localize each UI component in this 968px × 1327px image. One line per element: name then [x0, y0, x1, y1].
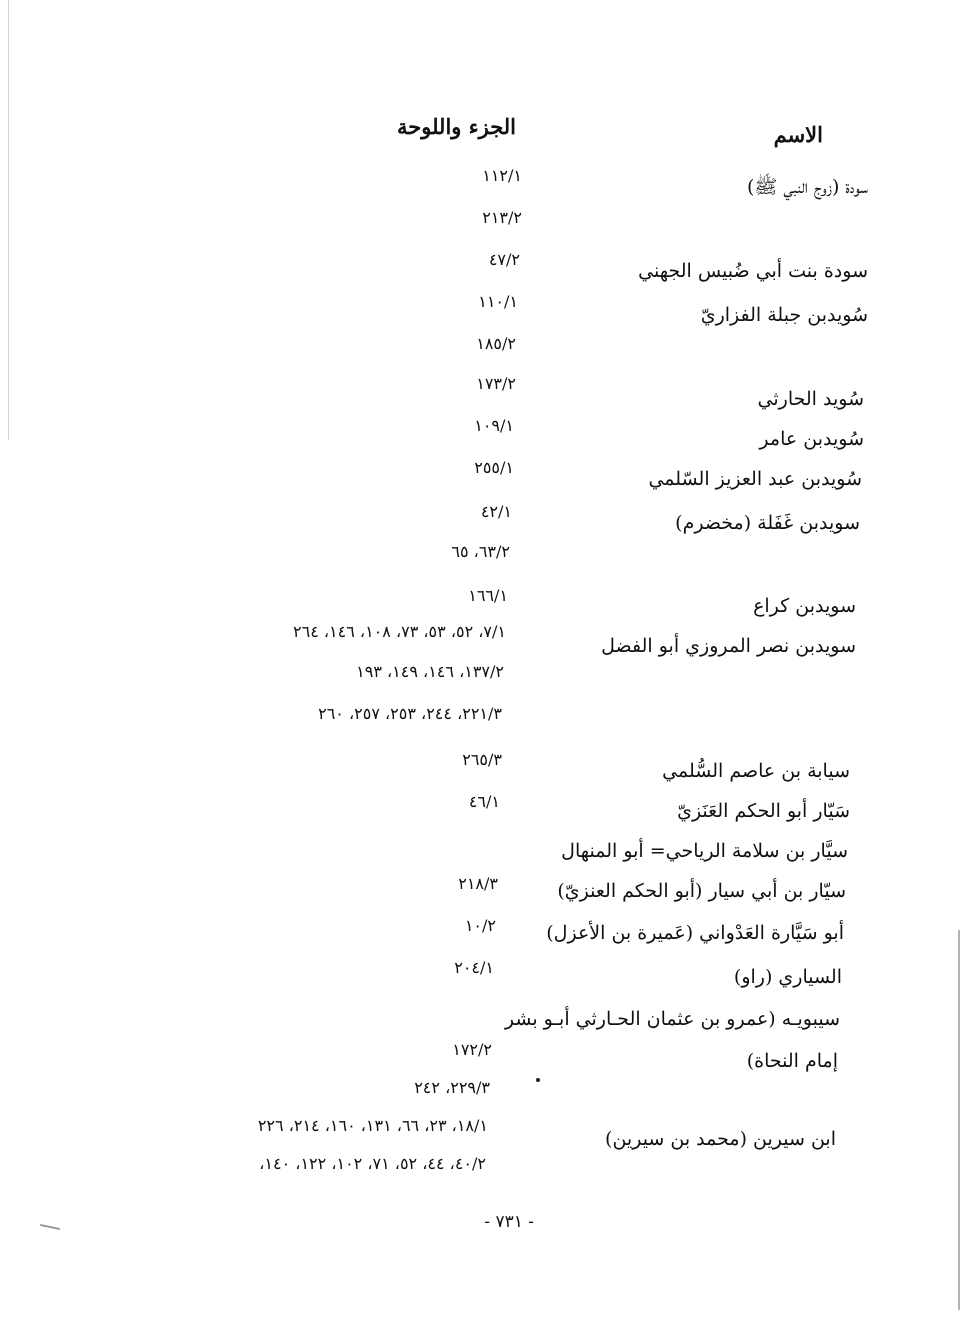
entry-name: سويدبن كراع	[753, 595, 856, 617]
entry-reference: ٤٢/١	[480, 502, 512, 521]
page-number: - ٧٣١ -	[484, 1212, 534, 1232]
entry-reference: ١١٠/١	[478, 292, 518, 311]
entry-reference: ١١٢/١	[482, 166, 522, 185]
entry-reference: ٢١٨/٣	[458, 874, 498, 893]
volume-plate-column-header: الجزء واللوحة	[397, 114, 516, 139]
entry-name: سُويد الحارثي	[757, 388, 864, 410]
entry-reference: ١٨/١، ٢٣، ٦٦، ١٣١، ١٦٠، ٢١٤، ٢٢٦	[257, 1116, 488, 1135]
entry-reference: ٤٦/١	[468, 792, 500, 811]
scan-edge-mark	[40, 1224, 60, 1230]
entry-reference: ٢٢٩/٣، ٢٤٢	[414, 1078, 490, 1097]
entry-name: سيّار بن أبي سيار (أبو الحكم العنزيّ)	[557, 880, 846, 902]
entry-name: سويدبن غَفَلة (مخضرم)	[675, 512, 860, 534]
entry-reference: ١٠/٢	[464, 916, 496, 935]
entry-name: أبو سَيَّارة العَدْواني (عَميرة بن الأعزل)	[546, 922, 844, 944]
entry-reference: ١٣٧/٢، ١٤٦، ١٤٩، ١٩٣	[356, 662, 504, 681]
entry-reference: ٤٠/٢، ٤٤، ٥٢، ٧١، ١٠٢، ١٢٢، ١٤٠،	[259, 1154, 486, 1173]
entry-reference: ١٧٢/٢	[452, 1040, 492, 1059]
entry-reference: ٢٦٥/٣	[462, 750, 502, 769]
entry-reference: ١٨٥/٢	[476, 334, 516, 353]
entry-name: سيبويـه (عمرو بن عثمان الحـارثي أبـو بشر	[504, 1008, 840, 1030]
entry-name: سيَّار بن سلامة الرياحي= أبو المنهال	[561, 840, 848, 862]
entry-name: سُويدبن عبد العزيز السّلمي	[648, 468, 862, 490]
scan-edge-line	[958, 930, 960, 1310]
entry-reference: ١٧٣/٢	[476, 374, 516, 393]
entry-reference: ٢٢١/٣، ٢٤٤، ٢٥٣، ٢٥٧، ٢٦٠	[318, 704, 502, 723]
entry-reference: ٢٠٤/١	[454, 958, 494, 977]
entry-reference: ٤٧/٢	[488, 250, 520, 269]
entry-name: سودة (زوج النبي ﷺ)	[746, 176, 868, 198]
entry-reference: ٢٥٥/١	[474, 458, 514, 477]
entry-name: ابن سيرين (محمد بن سيرين)	[605, 1128, 836, 1150]
name-column-header: الاسم	[773, 122, 823, 147]
entry-name: سودة بنت أبي ضُبيس الجهني	[638, 260, 868, 282]
entry-reference: ١٠٩/١	[474, 416, 514, 435]
entry-reference: ٧/١، ٥٢، ٥٣، ٧٣، ١٠٨، ١٤٦، ٢٦٤	[293, 622, 506, 641]
entry-name: سويدبن نصر المروزي أبو الفضل	[601, 635, 856, 657]
entry-name: سُويدبن جبلة الفزاريّ	[700, 304, 868, 326]
entry-name: إمام النحاة)	[746, 1050, 838, 1072]
entry-name: سُويدبن عامر	[759, 428, 864, 450]
entry-name: سَيّار أبو الحكم العَنَزيّ	[677, 800, 850, 822]
scan-dot	[536, 1078, 540, 1082]
entry-name: سيابة بن عاصم السُّلمي	[662, 760, 850, 782]
entry-name: السياري (راو)	[733, 966, 842, 988]
scan-edge-line	[8, 0, 9, 440]
entry-reference: ٢١٣/٢	[482, 208, 522, 227]
entry-reference: ١٦٦/١	[468, 586, 508, 605]
entry-reference: ٦٣/٢، ٦٥	[451, 542, 510, 561]
